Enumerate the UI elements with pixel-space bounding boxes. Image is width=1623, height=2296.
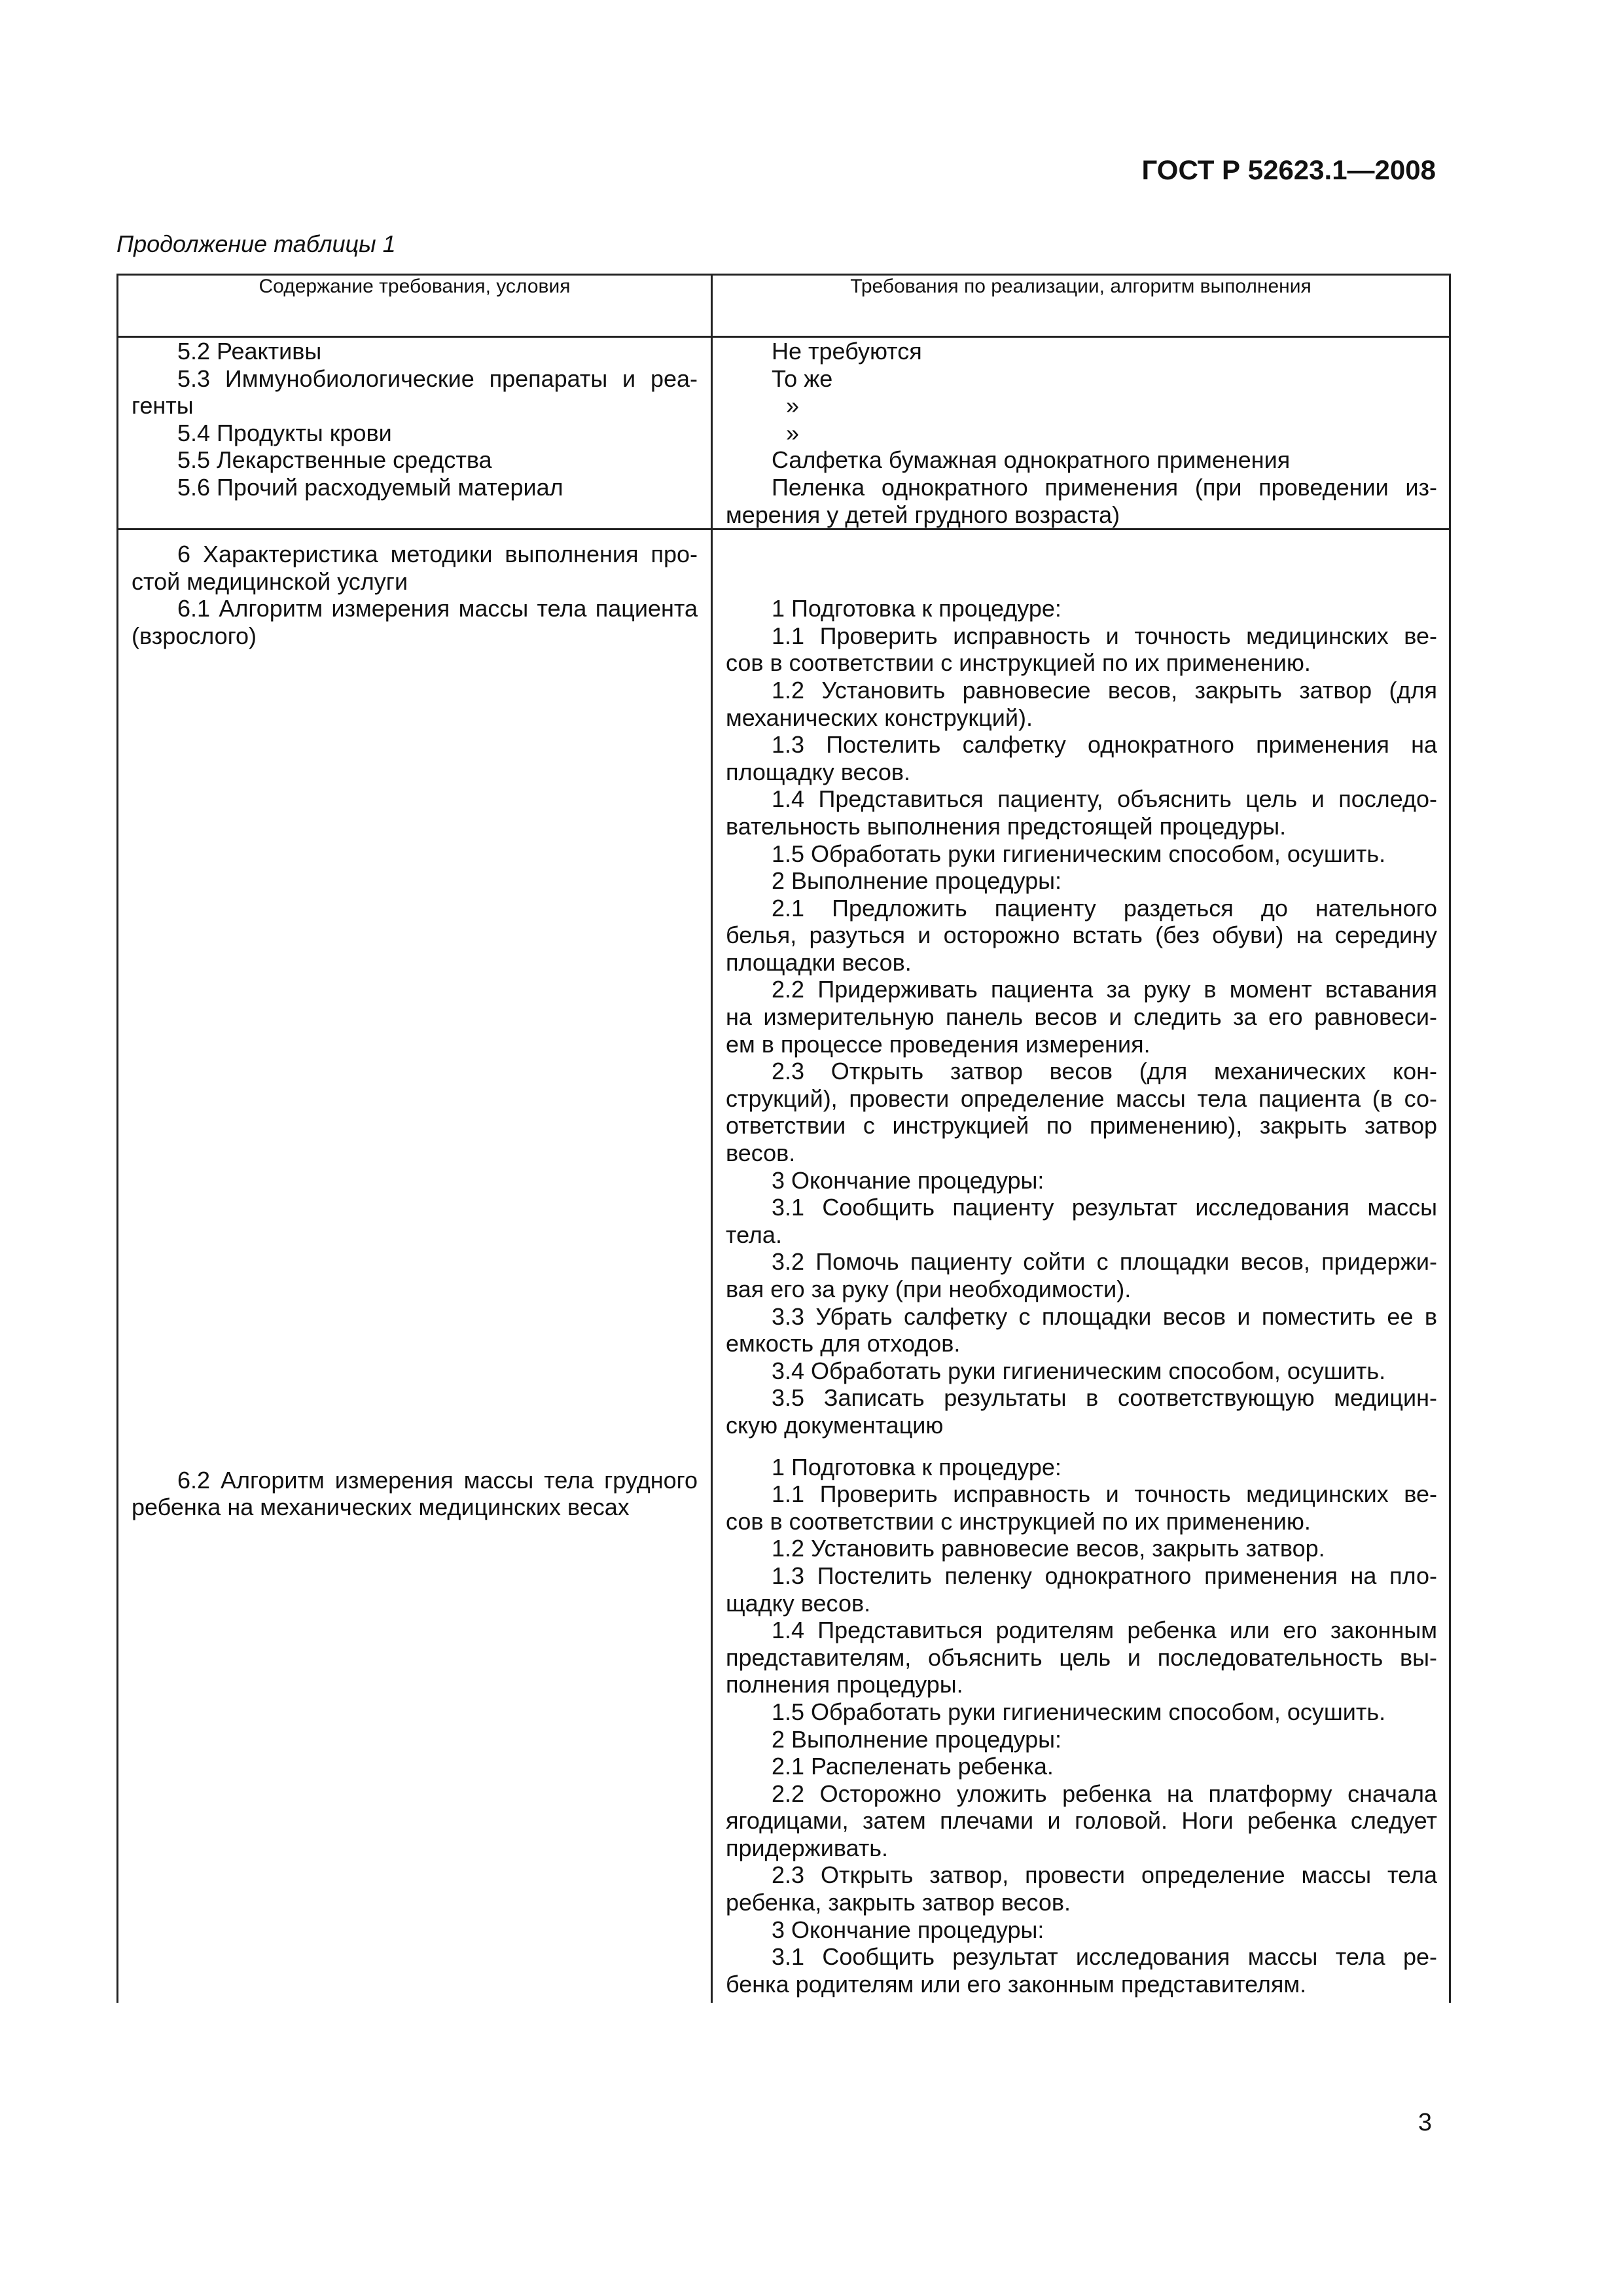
list-item: 5.4 Продукты крови [177, 419, 392, 446]
step-line: 1.5 Обработать руки гигиеническим способом, осушить. [772, 1698, 1386, 1725]
step-line: емкость для отходов. [726, 1330, 961, 1357]
step-line: ответствии с инструкцией по применению), закрыть затвор [726, 1112, 1437, 1139]
list-item: 5.2 Реактивы [177, 338, 322, 365]
step-line: 1.3 Постелить пеленку однократного применения на пло- [772, 1562, 1437, 1589]
step-line: 2.3 Открыть затвор, провести определение массы тела [772, 1861, 1437, 1889]
step-line: щадку весов. [726, 1589, 871, 1617]
step-line: ребенка, закрыть затвор весов. [726, 1889, 1071, 1916]
table-cell-right [712, 529, 1450, 2003]
step-line: представителям, объяснить цель и последовательность вы- [726, 1643, 1437, 1671]
step-line: весов. [726, 1139, 796, 1167]
column-header-implementation: Требования по реализации, алгоритм выполнения [712, 275, 1450, 337]
materials-list [118, 338, 711, 501]
section-heading: 6 Характеристика методики выполнения про- [177, 541, 698, 568]
step-line: бенка родителям или его законным представителям. [726, 1970, 1307, 1998]
algorithm-title-adult: 6.1 Алгоритм измерения массы тела пациента [177, 595, 698, 622]
step-line: придерживать. [726, 1834, 889, 1861]
step-line: 1.2 Установить равновесие весов, закрыть затвор (для [772, 676, 1437, 704]
column-header-requirements: Содержание требования, условия [118, 275, 712, 337]
step-line: 1 Подготовка к процедуре: [772, 595, 1061, 622]
table-header-row [118, 275, 1450, 337]
method-section [118, 541, 711, 1521]
step-line: 1.2 Установить равновесие весов, закрыть затвор. [772, 1535, 1325, 1562]
list-item: 5.6 Прочий расходуемый материал [177, 473, 563, 501]
list-item: Пеленка однократного применения (при проведении из- [772, 473, 1437, 501]
step-line: 3.5 Записать результаты в соответствующую медицин- [772, 1384, 1437, 1412]
algorithm-title-infant-cont: ребенка на механических медицинских весах [132, 1494, 630, 1521]
list-item: Не требуются [772, 338, 922, 365]
table-row [118, 337, 1450, 529]
step-line: 1.4 Представиться родителям ребенка или его законным [772, 1617, 1437, 1644]
step-line: 1.1 Проверить исправность и точность медицинских ве- [772, 622, 1437, 649]
step-line: площадку весов. [726, 758, 911, 785]
list-item: 5.3 Иммунобиологические препараты и реа- [177, 365, 698, 392]
step-line: вательность выполнения предстоящей процедуры. [726, 812, 1287, 840]
step-line: механических конструкций). [726, 704, 1033, 731]
step-line: сов в соответствии с инструкцией по их применению. [726, 1507, 1311, 1535]
step-line: на измерительную панель весов и следить за его равновеси- [726, 1003, 1437, 1031]
step-line: 3.3 Убрать салфетку с площадки весов и поместить ее в [772, 1302, 1437, 1330]
step-line: сов в соответствии с инструкцией по их применению. [726, 649, 1311, 677]
step-line: 1.3 Постелить салфетку однократного применения на [772, 731, 1437, 759]
step-line: 3.4 Обработать руки гигиеническим способом, осушить. [772, 1357, 1386, 1384]
step-line: 3.2 Помочь пациенту сойти с площадки весов, придержи- [772, 1248, 1437, 1276]
step-line: струкций), провести определение массы тела пациента (в со- [726, 1085, 1437, 1112]
step-line: 3.1 Сообщить результат исследования массы тела ре- [772, 1943, 1437, 1971]
step-line: 2 Выполнение процедуры: [772, 1725, 1062, 1753]
step-line: ягодицами, затем плечами и головой. Ноги ребенка следует [726, 1807, 1437, 1835]
step-line: 2.3 Открыть затвор весов (для механических кон- [772, 1058, 1437, 1085]
table-cell-left [118, 529, 712, 2003]
ditto-mark: » [786, 392, 800, 420]
list-item: генты [132, 392, 194, 420]
list-item: Салфетка бумажная однократного применения [772, 446, 1291, 474]
step-line: площадки весов. [726, 948, 912, 976]
step-line: белья, разуться и осторожно встать (без обуви) на середину [726, 922, 1437, 949]
step-line: 2.2 Придерживать пациента за руку в момент вставания [772, 976, 1437, 1003]
step-line: 2 Выполнение процедуры: [772, 867, 1062, 895]
list-item: мерения у детей грудного возраста) [726, 501, 1120, 528]
step-line: 2.1 Распеленать ребенка. [772, 1753, 1054, 1780]
table-cell-left [118, 337, 712, 529]
step-line: 1.1 Проверить исправность и точность медицинских ве- [772, 1480, 1437, 1508]
step-line: 3 Окончание процедуры: [772, 1166, 1044, 1194]
step-line: 1 Подготовка к процедуре: [772, 1453, 1061, 1480]
step-line: 3 Окончание процедуры: [772, 1916, 1044, 1943]
infant-steps-list [726, 1454, 1437, 1998]
algorithm-steps [713, 541, 1449, 1998]
algorithm-title-infant: 6.2 Алгоритм измерения массы тела грудного [177, 1466, 698, 1494]
section-heading-cont: стой медицинской услуги [132, 567, 408, 595]
step-line: тела. [726, 1221, 782, 1248]
table-continuation-caption: Продолжение таблицы 1 [116, 230, 396, 257]
step-line: 1.5 Обработать руки гигиеническим способом, осушить. [772, 840, 1386, 867]
step-line: 2.1 Предложить пациенту раздеться до нательного [772, 894, 1437, 922]
step-line: 1.4 Представиться пациенту, объяснить цель и последо- [772, 785, 1437, 813]
requirements-table [116, 274, 1451, 2003]
document-standard-number: ГОСТ Р 52623.1—2008 [1141, 154, 1436, 185]
list-item: 5.5 Лекарственные средства [177, 446, 492, 474]
list-item: То же [772, 365, 833, 392]
page-number: 3 [1418, 2109, 1432, 2136]
step-line: ем в процессе проведения измерения. [726, 1030, 1150, 1058]
table-row [118, 529, 1450, 2003]
materials-requirements [713, 338, 1449, 528]
algorithm-title-adult-cont: (взрослого) [132, 622, 257, 649]
step-line: 2.2 Осторожно уложить ребенка на платформу сначала [772, 1780, 1437, 1807]
step-line: полнения процедуры. [726, 1671, 963, 1698]
table-cell-right [712, 337, 1450, 529]
step-line: 3.1 Сообщить пациенту результат исследования массы [772, 1194, 1437, 1221]
step-line: скую документацию [726, 1411, 944, 1439]
step-line: вая его за руку (при необходимости). [726, 1276, 1132, 1302]
ditto-mark: » [786, 419, 800, 446]
adult-steps-list [726, 595, 1437, 1439]
